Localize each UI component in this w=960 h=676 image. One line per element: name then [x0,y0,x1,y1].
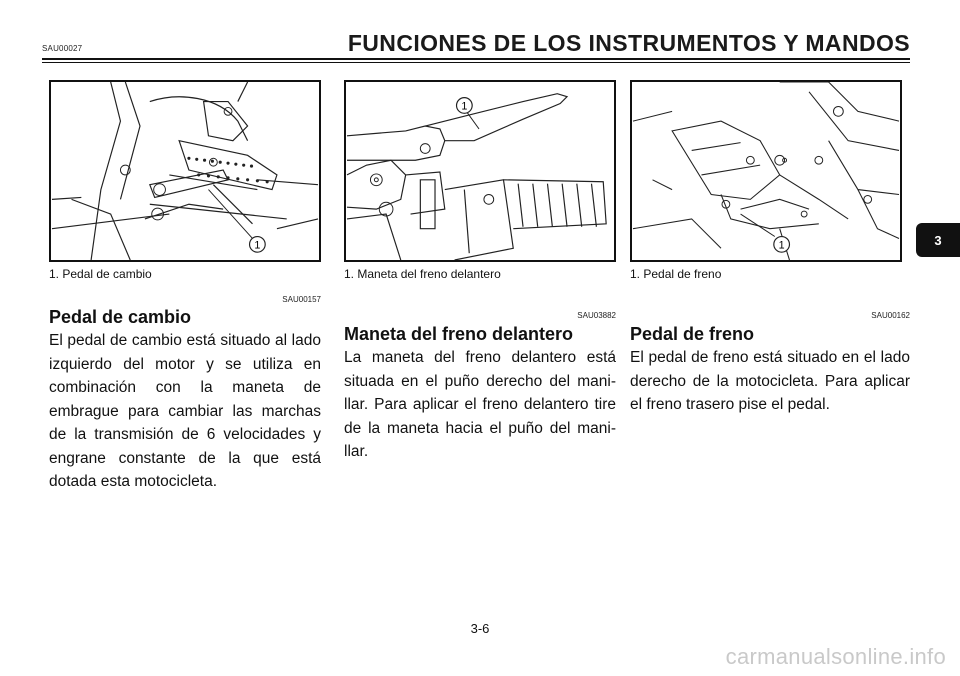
front-brake-lever-illustration-icon [346,82,614,260]
section-1-heading: Pedal de cambio [49,307,192,327]
section-2-heading: Maneta del freno delantero [344,324,574,344]
header-rule-thin [42,62,910,63]
figure-2-caption: 1. Maneta del freno delantero [344,267,501,281]
shift-pedal-figure [49,80,321,262]
brake-pedal-figure [630,80,902,262]
chapter-tab: 3 [916,223,960,257]
section-3-code: SAU00162 [871,311,910,320]
page-number: 3-6 [470,621,490,636]
section-1-body: El pedal de cambio está situado al lado izquierdo del motor y se utiliza en combinación con la maneta de embrague para cambiar las marchas de la transmisión de 6 velocidades y engrane constante de la que está dotada esta motocicleta. [49,332,321,490]
page-title: FUNCIONES DE LOS INSTRUMENTOS Y MANDOS [347,30,910,56]
section-3-body: El pedal de freno está situado en el lado derecho de la motocicleta. Para aplicar el freno trasero pise el pedal. [630,349,910,413]
figure-1-caption: 1. Pedal de cambio [49,267,152,281]
header-code: SAU00027 [42,44,83,53]
shift-pedal-illustration-icon [51,82,319,260]
front-brake-lever-figure [344,80,616,262]
section-1-code: SAU00157 [282,295,321,304]
figure-3-caption: 1. Pedal de freno [630,267,722,281]
watermark: carmanualsonline.info [725,644,946,669]
figure-1-callout: 1 [254,239,261,252]
section-2-body: La maneta del freno delantero está situada en el puño derecho del mani-llar. Para aplicar el freno delantero tire de la maneta hacia el puño del mani-llar. [344,349,616,460]
header-rule [42,58,910,60]
figure-3-callout: 1 [778,239,785,252]
section-2-code: SAU03882 [577,311,616,320]
brake-pedal-illustration-icon [632,82,900,260]
figure-2-callout: 1 [461,100,468,113]
section-3-heading: Pedal de freno [630,324,755,344]
